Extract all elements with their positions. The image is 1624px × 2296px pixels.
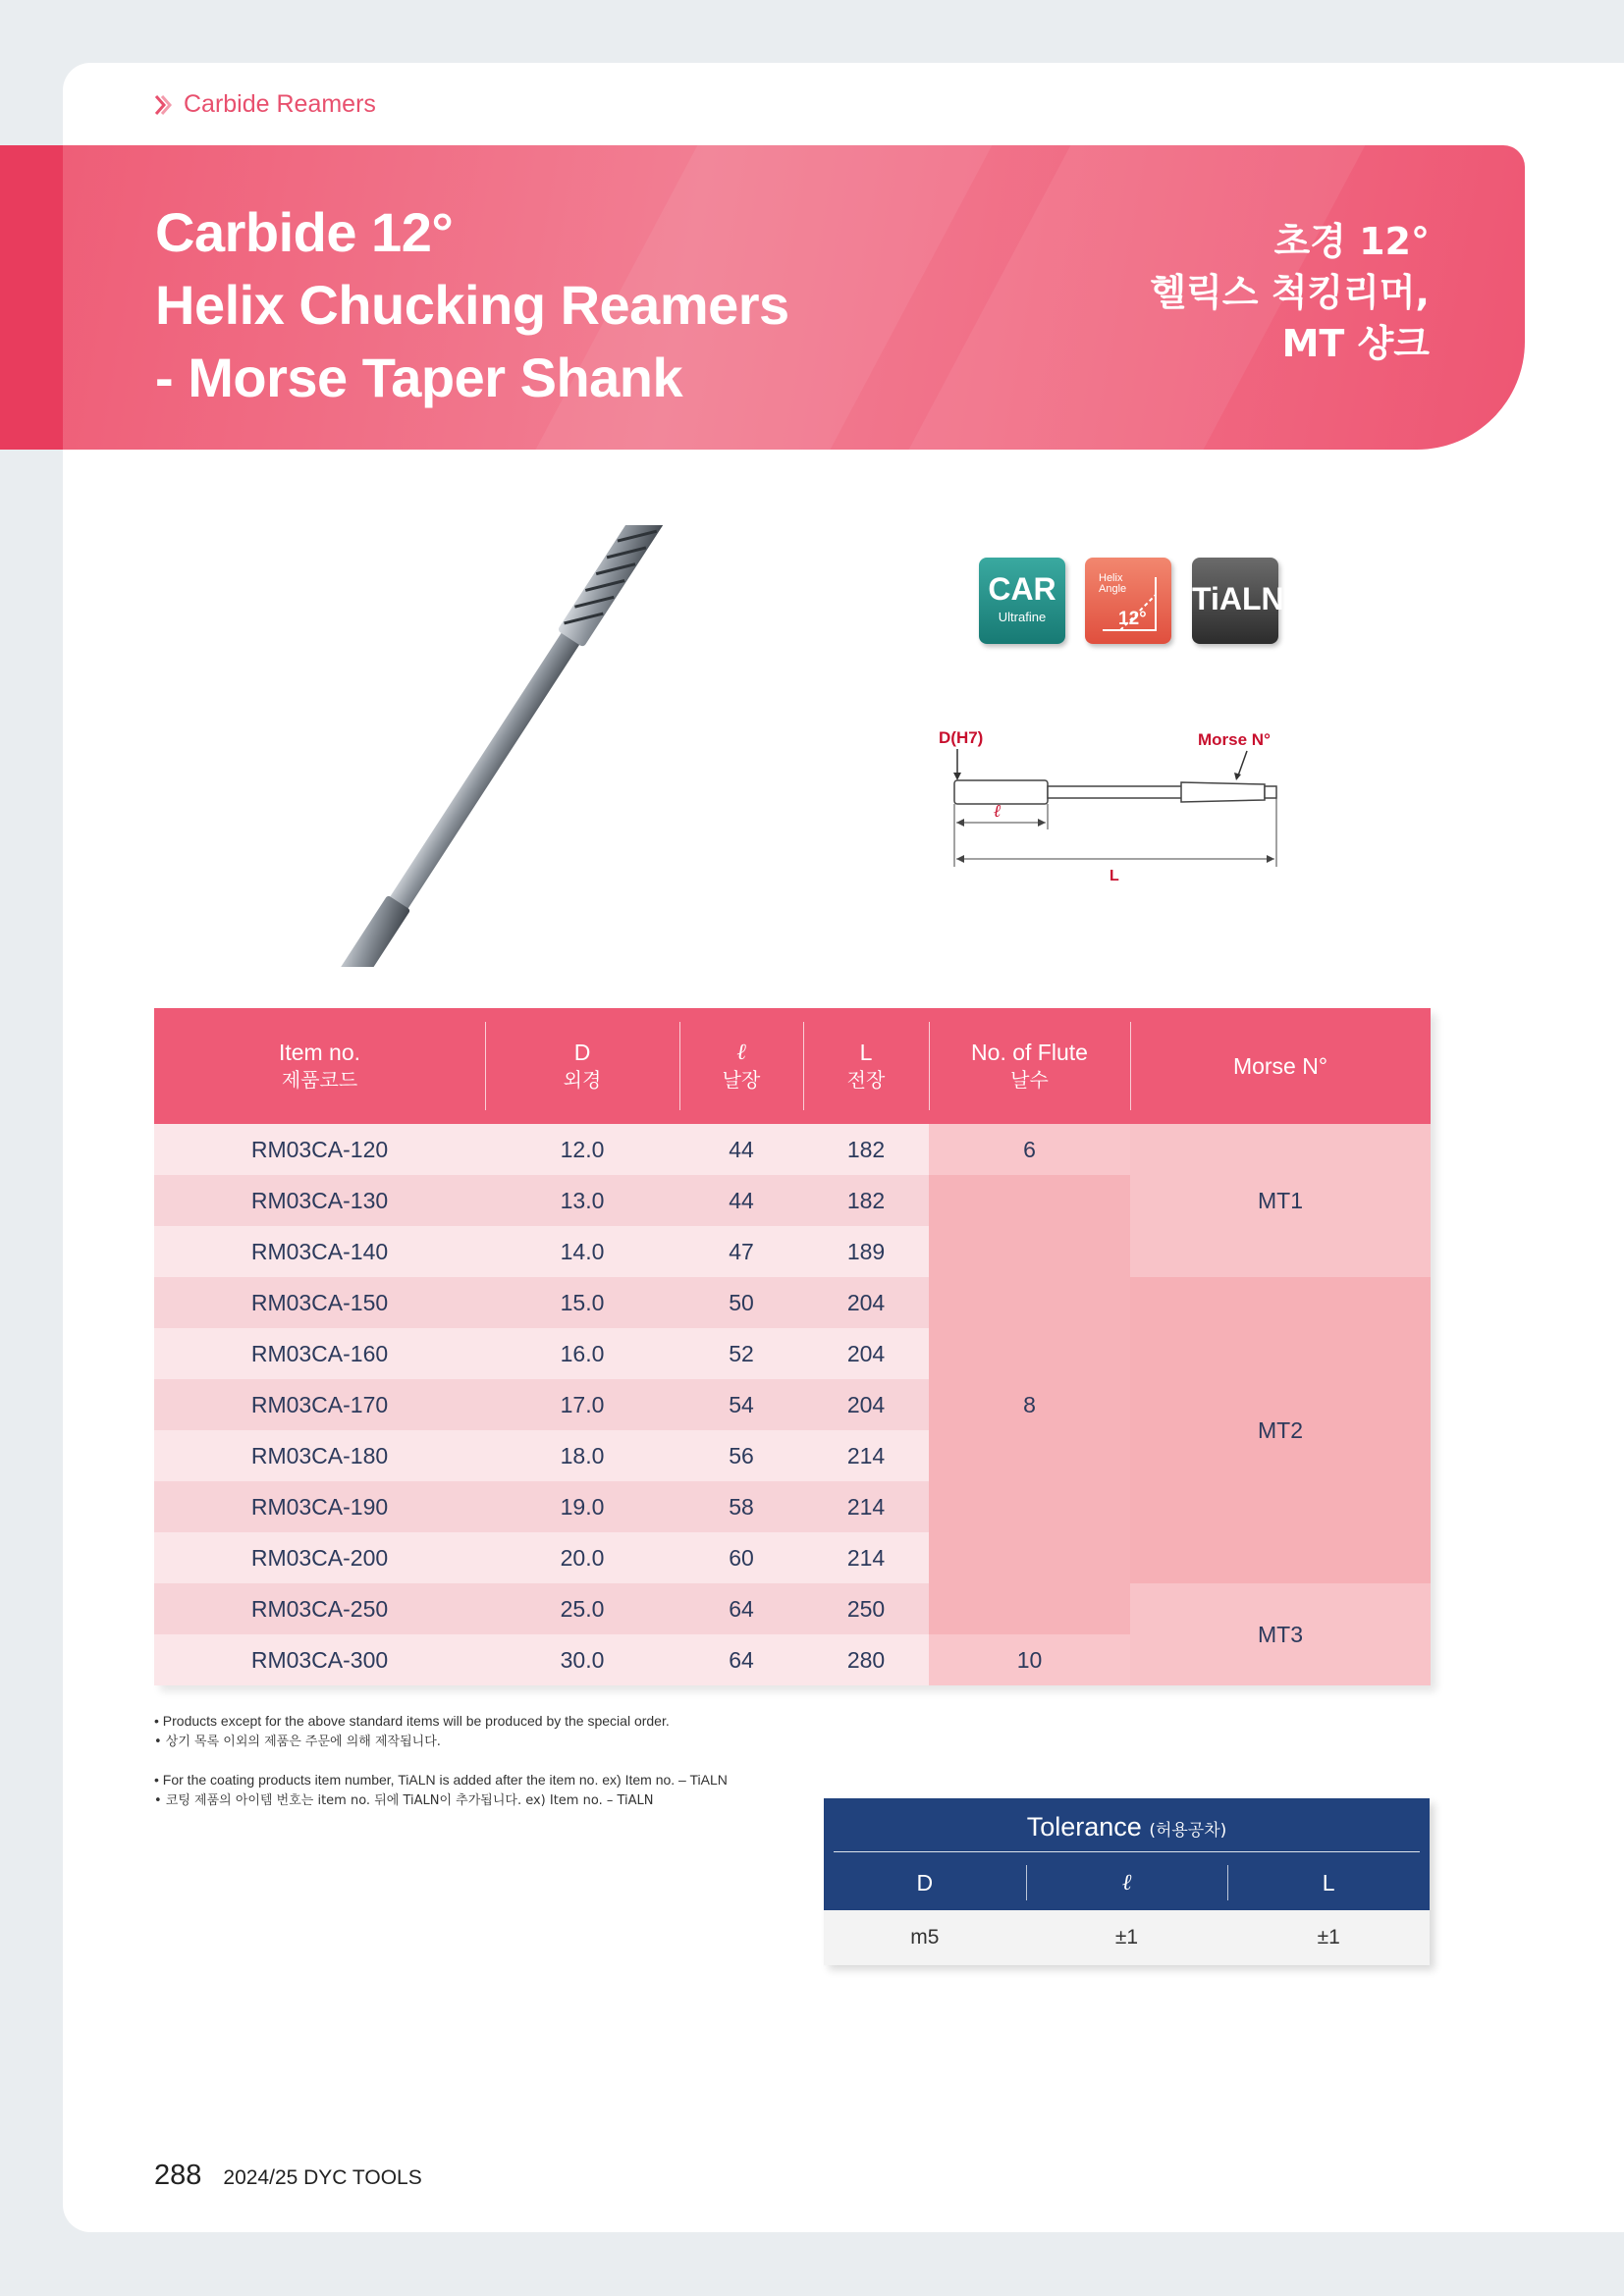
chevron-right-icon: [154, 94, 172, 116]
cell-L: 204: [803, 1379, 929, 1430]
cell-item: RM03CA-180: [154, 1430, 485, 1481]
header-en: ℓ: [736, 1040, 746, 1064]
page-number: 288: [154, 2160, 202, 2191]
note-line: • Products except for the above standard items will be produced by the special order.: [154, 1713, 670, 1729]
cell-d: 16.0: [485, 1328, 679, 1379]
cell-flute: 8: [929, 1175, 1130, 1634]
cell-l: 64: [679, 1634, 803, 1685]
cell-item: RM03CA-140: [154, 1226, 485, 1277]
header-en: Morse N°: [1232, 1053, 1328, 1079]
reamer-photo: [236, 525, 766, 967]
tolerance-table: [824, 1798, 1430, 1965]
note-line: • 상기 목록 이외의 제품은 주문에 의해 제작됩니다.: [154, 1735, 441, 1749]
banner-edge: [0, 145, 63, 450]
helix-value: 12°: [1118, 609, 1147, 629]
d-h7-label: D(H7): [939, 728, 984, 747]
cell-d: 19.0: [485, 1481, 679, 1532]
header-ko: 외경: [563, 1068, 602, 1092]
helix-label-2: Angle: [1099, 583, 1127, 595]
page-title: [155, 196, 789, 414]
tolerance-col-d: D: [916, 1870, 934, 1896]
cell-item: RM03CA-190: [154, 1481, 485, 1532]
cell-morse: MT1: [1130, 1124, 1431, 1277]
table-row: [154, 1277, 1431, 1328]
tolerance-col-l: L: [1227, 1855, 1430, 1910]
title-ko-line: 헬릭스 척킹리머,: [1150, 271, 1430, 314]
tolerance-header: [824, 1798, 1430, 1910]
title-line: Helix Chucking Reamers: [155, 274, 789, 336]
cell-l: 52: [679, 1328, 803, 1379]
title-line: - Morse Taper Shank: [155, 347, 683, 408]
cell-L: 214: [803, 1430, 929, 1481]
cell-l: 64: [679, 1583, 803, 1634]
cell-d: 12.0: [485, 1124, 679, 1175]
tolerance-val-d: m5: [910, 1926, 940, 1949]
cell-L: 214: [803, 1532, 929, 1583]
cell-l: 44: [679, 1124, 803, 1175]
title-ko-line: MT 샹크: [1281, 322, 1430, 365]
tialn-coating-badge: [1192, 558, 1284, 644]
cell-item: RM03CA-160: [154, 1328, 485, 1379]
footer-text: 2024/25 DYC TOOLS: [223, 2166, 422, 2189]
header-ko: 날수: [1010, 1068, 1049, 1092]
tolerance-values: [824, 1910, 1430, 1965]
cell-l: 44: [679, 1175, 803, 1226]
note-line: • For the coating products item number, TiALN is added after the item no. ex) Item no. – TiALN: [154, 1772, 728, 1788]
specification-table: [154, 1008, 1431, 1685]
header-flute-length: [679, 1008, 803, 1124]
header-ko: 날장: [722, 1068, 761, 1092]
cell-flute: 6: [929, 1124, 1130, 1175]
header-item-no: [154, 1008, 485, 1124]
l-total-label: L: [1110, 868, 1119, 884]
morse-label: Morse N°: [1198, 730, 1271, 749]
cell-item: RM03CA-300: [154, 1634, 485, 1685]
table-header-row: [154, 1008, 1431, 1124]
helix-label-1: Helix: [1099, 572, 1123, 584]
cell-d: 30.0: [485, 1634, 679, 1685]
tolerance-val-l: ±1: [1317, 1926, 1340, 1949]
cell-L: 214: [803, 1481, 929, 1532]
cell-l: 58: [679, 1481, 803, 1532]
title-line: Carbide 12°: [155, 201, 454, 263]
cell-item: RM03CA-130: [154, 1175, 485, 1226]
cell-L: 182: [803, 1124, 929, 1175]
cell-d: 14.0: [485, 1226, 679, 1277]
reamer-flutes: [557, 525, 669, 648]
table-row: [154, 1124, 1431, 1175]
cell-l: 56: [679, 1430, 803, 1481]
cell-L: 280: [803, 1634, 929, 1685]
cell-morse: MT3: [1130, 1583, 1431, 1685]
car-ultrafine-badge: [979, 558, 1065, 644]
header-diameter: [485, 1008, 679, 1124]
cell-item: RM03CA-120: [154, 1124, 485, 1175]
tolerance-val-l-small: ±1: [1114, 1926, 1139, 1949]
breadcrumb[interactable]: [154, 90, 376, 119]
cell-d: 15.0: [485, 1277, 679, 1328]
cell-L: 204: [803, 1277, 929, 1328]
cell-L: 189: [803, 1226, 929, 1277]
header-en: No. of Flute: [971, 1040, 1088, 1065]
morse-taper: [323, 895, 410, 967]
header-en: D: [573, 1040, 591, 1065]
helix-angle-icon: [1085, 558, 1171, 644]
cell-L: 250: [803, 1583, 929, 1634]
header-overall-length: [803, 1008, 929, 1124]
cell-L: 204: [803, 1328, 929, 1379]
helix-angle-badge: [1085, 558, 1171, 644]
cell-l: 47: [679, 1226, 803, 1277]
diagram-taper: [1181, 782, 1265, 802]
cell-item: RM03CA-250: [154, 1583, 485, 1634]
cell-l: 50: [679, 1277, 803, 1328]
tolerance-title-ko: (허용공차): [1149, 1821, 1227, 1841]
cell-item: RM03CA-170: [154, 1379, 485, 1430]
tolerance-col-l-small: ℓ: [1026, 1855, 1228, 1910]
cell-d: 25.0: [485, 1583, 679, 1634]
footer: [154, 2160, 422, 2192]
notes: [154, 1710, 728, 1812]
header-en: Item no.: [278, 1040, 361, 1065]
cell-l: 54: [679, 1379, 803, 1430]
badge-tialn-label: TiALN: [1192, 581, 1284, 616]
header-ko: 제품코드: [281, 1068, 358, 1092]
breadcrumb-label: Carbide Reamers: [184, 90, 376, 118]
page-title-korean: [1150, 216, 1430, 369]
cell-morse: MT2: [1130, 1277, 1431, 1583]
cell-d: 13.0: [485, 1175, 679, 1226]
cell-item: RM03CA-200: [154, 1532, 485, 1583]
header-en: L: [859, 1040, 873, 1065]
note-line: • 코팅 제품의 아이템 번호는 item no. 뒤에 TiALN이 추가됩니다. ex) Item no. – TiALN: [154, 1793, 654, 1808]
dimension-diagram: [933, 721, 1326, 888]
title-ko-line: 초경 12°: [1273, 220, 1430, 263]
cell-d: 20.0: [485, 1532, 679, 1583]
header-ko: 전장: [846, 1068, 886, 1092]
cell-flute: 10: [929, 1634, 1130, 1685]
badge-car-sub: Ultrafine: [998, 610, 1047, 624]
header-morse: [1130, 1008, 1431, 1124]
header-no-of-flute: [929, 1008, 1130, 1124]
cell-L: 182: [803, 1175, 929, 1226]
badge-car-label: CAR: [988, 571, 1056, 607]
table-row: [154, 1583, 1431, 1634]
cell-d: 18.0: [485, 1430, 679, 1481]
tolerance-title-en: Tolerance: [1026, 1812, 1142, 1842]
cell-l: 60: [679, 1532, 803, 1583]
l-small-label: ℓ: [994, 801, 1001, 821]
tolerance-title: [824, 1812, 1430, 1842]
cell-item: RM03CA-150: [154, 1277, 485, 1328]
cell-d: 17.0: [485, 1379, 679, 1430]
